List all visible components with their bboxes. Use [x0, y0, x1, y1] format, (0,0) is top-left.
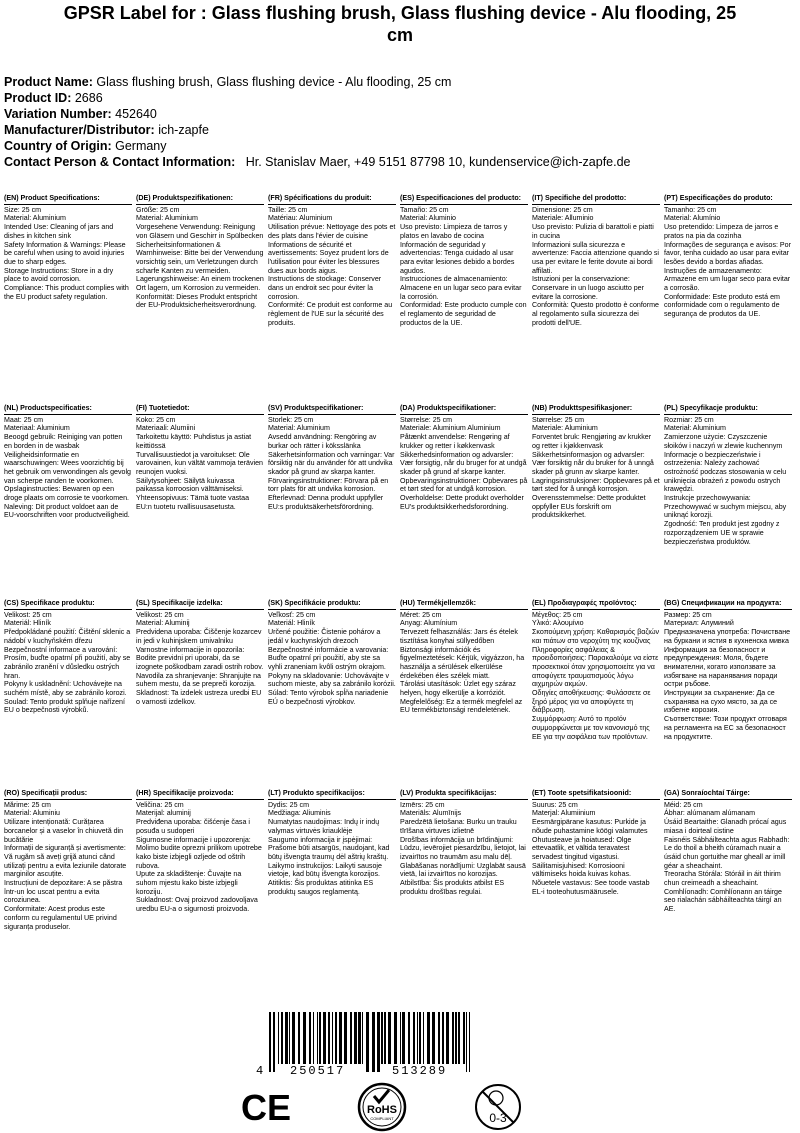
- barcode-bar: [339, 1012, 342, 1064]
- barcode-bar: [298, 1012, 300, 1064]
- barcode-bar: [313, 1012, 314, 1064]
- info-row: [4, 122, 800, 138]
- spec-heading: (BG) Спецификации на продукта:: [664, 599, 792, 610]
- spec-heading: (HU) Termékjellemzők:: [400, 599, 528, 610]
- barcode-bar: [381, 1012, 383, 1064]
- barcode-bar: [317, 1012, 318, 1064]
- barcode-bar: [323, 1012, 326, 1064]
- barcode-right-digits: 513289: [392, 1064, 448, 1078]
- info-label: Product ID:: [4, 91, 72, 105]
- spec-body: Izmērs: 25 cm Materiāls: Alumīnijs Paredzētā lietošana: Burku un trauku tīrīšana virtuves izlietnē Drošības informācija un brīdinājumi: Lūdzu, ievērojiet piesardzību, lietojot, lai izvairītos no traumām asu malu dēļ. Glabāšanas norādījumi: Uzglabāt sausā vietā, lai izvairītos no korozijas. Atbilstība: Šis produkts atbilst ES produktu drošības regulai.: [400, 800, 526, 896]
- barcode-bar: [427, 1012, 430, 1064]
- spec-heading: (LT) Produkto specifikacijos:: [268, 789, 396, 800]
- label-footer: [0, 1012, 800, 1133]
- spec-heading: (ES) Especificaciones del producto:: [400, 194, 528, 205]
- spec-column: [268, 599, 400, 789]
- ce-mark-icon: [240, 1082, 292, 1132]
- barcode-bar: [309, 1012, 311, 1064]
- spec-body: Méret: 25 cm Anyag: Alumínium Tervezett felhasználás: Jars és ételek tisztítása konyhai süllyedőben Biztonsági információk és figyelmeztetések: Kérjük, vigyázzon, ha használja a sérülések elkerülése érdekében éles szélek miatt. Tárolási utasítások: Üzlet egy száraz helyen, hogy elkerülje a korróziót. Megfelelőség: Ez a termék megfelel az EU termékbiztonsági rendeletének.: [400, 610, 525, 715]
- barcode-bar: [358, 1012, 361, 1064]
- spec-column: [532, 789, 664, 979]
- spec-column: [400, 194, 532, 404]
- barcode-bar: [344, 1012, 347, 1064]
- spec-column: [4, 789, 136, 979]
- rohs-text: RoHS: [367, 1104, 397, 1116]
- spec-column: [532, 194, 664, 404]
- barcode-bar: [377, 1012, 380, 1072]
- spec-heading: (NB) Produkttspesifikasjoner:: [532, 404, 660, 415]
- spec-body: Größe: 25 cm Material: Aluminium Vorgesehene Verwendung: Reinigung von Gläsern und Geschirr in Spülbecken Sicherheitsinformationen & Warnhinweise: Bitte bei der Verwendung vorsichtig sein, um Verletzungen durch scharfe Kanten zu vermeiden. Lagerungshinweise: An einem trockenen Ort lagern, um Korrosion zu vermeiden. Konformität: Dieses Produkt entspricht der EU-Produktsicherheitsverordnung.: [136, 205, 264, 310]
- spec-heading: (NL) Productspecificaties:: [4, 404, 132, 415]
- barcode-bar: [335, 1012, 337, 1064]
- spec-heading: (SV) Produktspecifikationer:: [268, 404, 396, 415]
- barcode-bar: [452, 1012, 454, 1064]
- spec-column: [136, 194, 268, 404]
- spec-band: [4, 789, 796, 979]
- age-text: 0-3: [489, 1111, 507, 1125]
- barcode-bar: [303, 1012, 306, 1064]
- barcode-bar: [366, 1012, 369, 1072]
- rohs-subtext: COMPLIANT: [370, 1116, 394, 1121]
- spec-column: [136, 789, 268, 979]
- barcode-bar: [354, 1012, 357, 1064]
- spec-column: [4, 599, 136, 789]
- info-value: Germany: [115, 139, 167, 153]
- barcode-bar: [442, 1012, 444, 1064]
- spec-body: Mărime: 25 cm Material: Aluminiu Utilizare intenționată: Curățarea borcanelor și a vaselor în chiuvetă din bucătărie Informații de siguranță și avertismente: Vă rugăm să aveți grijă atunci când utilizați pentru a evita leziunile datorate marginilor ascuțite. Instrucțiuni de depozitare: A se păstra într-un loc uscat pentru a evita coroziunea. Conformitate: Acest produs este conform cu regulamentul UE privind siguranța produselor.: [4, 800, 127, 931]
- spec-column: [664, 789, 796, 979]
- spec-heading: (IT) Specifiche del prodotto:: [532, 194, 660, 205]
- barcode-bar: [372, 1012, 375, 1072]
- spec-body: Suurus: 25 cm Materjal: Alumiinium Eesmärgipärane kasutus: Purkide ja nõude puhastamine köögi valamutes Ohutusteave ja hoiatused: Olge ettevaatlik, et vältida teravatest servadest tingitud vigastusi. Säilitamisjuhised: Korrosiooni vältimiseks hoida kuivas kohas. Nõuetele vastavus: See toode vastab EL-i tooteohutusmäärusele.: [532, 800, 650, 896]
- barcode-bar: [292, 1012, 295, 1064]
- spec-body: Velikost: 25 cm Materiál: Hliník Předpokládané použití: Čištění sklenic a nádobí v kuchyňském dřezu Bezpečnostní informace a varování: Prosím, buďte opatrní při použití, aby se zabránilo zranění v důsledku ostrých hran. Pokyny k uskladnění: Uchovávejte na suchém místě, aby se zabránilo korozi. Soulad: Tento produkt splňuje nařízení EU o bezpečnosti výrobků.: [4, 610, 131, 715]
- spec-heading: (PT) Especificações do produto:: [664, 194, 792, 205]
- info-value: 2686: [74, 91, 103, 105]
- info-row: [4, 74, 800, 90]
- barcode-bar: [417, 1012, 418, 1064]
- spec-column: [136, 404, 268, 599]
- spec-heading: (CS) Specifikace produktu:: [4, 599, 132, 610]
- barcode-bar: [362, 1012, 363, 1064]
- spec-body: Størrelse: 25 cm Materiale: Aluminium Aluminium Påtænkt anvendelse: Rengøring af krukker og retter i køkkenvask Sikkerhedsinformation og advarsler: Vær forsigtig, når du bruger for at undgå skader på grund af skarpe kanter. Opbevaringsinstruktioner: Opbevares på et tørt sted for at undgå korrosion. Overholdelse: Dette produkt overholder EU's produktsikkerhedsforordning.: [400, 415, 528, 511]
- info-row: [4, 138, 800, 154]
- barcode-bar: [319, 1012, 321, 1064]
- spec-heading: (ET) Toote spetsifikatsioonid:: [532, 789, 660, 800]
- barcode-lead-digit: 4: [256, 1064, 264, 1078]
- spec-heading: (DE) Produktspezifikationen:: [136, 194, 264, 205]
- barcode-bar: [269, 1012, 271, 1072]
- info-row: [4, 106, 800, 122]
- spec-column: [268, 789, 400, 979]
- spec-column: [664, 404, 796, 599]
- spec-body: Maat: 25 cm Materiaal: Aluminium Beoogd gebruik: Reiniging van potten en borden in de wasbak Veiligheidsinformatie en waarschuwingen: Wees voorzichtig bij het gebruik om verwondingen als gevolg van scherpe randen te voorkomen. Opslaginstructies: Bewaren op een droge plaats om corrosie te voorkomen. Naleving: Dit product voldoet aan de EU-voorschriften voor productveiligheid.: [4, 415, 131, 520]
- barcode-bar: [278, 1012, 279, 1064]
- spec-heading: (RO) Specificații produs:: [4, 789, 132, 800]
- info-value: 452640: [115, 107, 157, 121]
- info-label: Contact Person & Contact Information:: [4, 155, 236, 169]
- spec-heading: (SL) Specifikacije izdelka:: [136, 599, 264, 610]
- barcode-bar: [432, 1012, 435, 1064]
- barcode-bar: [328, 1012, 330, 1064]
- barcode-left-digits: 250517: [290, 1064, 346, 1078]
- spec-heading: (LV) Produkta specifikācijas:: [400, 789, 528, 800]
- spec-column: [400, 789, 532, 979]
- spec-body: Size: 25 cm Material: Aluminium Intended Use: Cleaning of jars and dishes in kitchen sink Safety Information & Warnings: Please be careful when using to avoid injuries due to sharp edges. Storage Instructions: Store in a dry place to avoid corrosion. Compliance: This product complies with the EU product safety regulation.: [4, 205, 129, 301]
- spec-heading: (DA) Produktspecifikationer:: [400, 404, 528, 415]
- barcode-bar: [384, 1012, 386, 1064]
- spec-body: Veľkosť: 25 cm Materiál: Hliník Určené použitie: Čistenie pohárov a jedál v kuchynských drezoch Bezpečnostné informácie a varovania: Buďte opatrní pri použití, aby ste sa vyhli zraneniam kvôli ostrým okrajom. Pokyny na skladovanie: Uchovávajte v suchom mieste, aby sa zabránilo korózii. Súlad: Tento výrobok spĺňa nariadenie EÚ o bezpečnosti výrobkov.: [268, 610, 396, 706]
- product-info: [0, 74, 800, 170]
- barcode-bar: [419, 1012, 421, 1064]
- info-row: [4, 90, 800, 106]
- barcode-bar: [408, 1012, 410, 1064]
- spec-column: [532, 404, 664, 599]
- barcode-bar: [400, 1012, 401, 1064]
- info-value: ich-zapfe: [158, 123, 209, 137]
- info-row: [4, 154, 800, 170]
- spec-column: [4, 404, 136, 599]
- spec-column: [136, 599, 268, 789]
- spec-body: Μέγεθος: 25 cm Υλικό: Αλουμίνιο Σκοπούμενη χρήση: Καθαρισμός βαζιών και πιάτων στο νεροχύτη της κουζίνας Πληροφορίες ασφάλειας & προειδοποιήσεις: Παρακαλούμε να είστε προσεκτικοί όταν χρησιμοποιείτε για να αποφύγετε τραυματισμούς λόγω αιχμηρών ακμών. Οδηγίες αποθήκευσης: Φυλάσσετε σε ξηρό μέρος για να αποφύγετε τη διάβρωση. Συμμόρφωση: Αυτό το προϊόν συμμορφώνεται με τον κανονισμό της ΕΕ για την ασφάλεια των προϊόντων.: [532, 610, 660, 741]
- spec-body: Taille: 25 cm Matériau: Aluminium Utilisation prévue: Nettoyage des pots et des plats dans l'évier de cuisine Informations de sécurité et avertissements: Soyez prudent lors de l'utilisation pour éviter les blessures dues aux bords aigus. Instructions de stockage: Conserver dans un endroit sec pour éviter la corrosion. Conformité: Ce produit est conforme au règlement de l'UE sur la sécurité des produits.: [268, 205, 396, 327]
- page-title: GPSR Label for : Glass flushing brush, Glass flushing device - Alu flooding, 25 cm: [63, 3, 737, 45]
- barcode-bar: [402, 1012, 405, 1064]
- barcode-bar: [469, 1012, 470, 1072]
- spec-body: Dydis: 25 cm Medžiaga: Aliuminis Numatytas naudojimas: Indų ir indų valymas virtuvės kriauklėje Saugumo informacija ir įspėjimai: Prašome būti atsargūs, naudojant, kad būtų išvengta traumų dėl aštrių kraštų. Laikymo instrukcijos: Laikyti sausoje vietoje, kad būtų išvengta korozijos. Atitiktis: Šis produktas atitinka ES produktų saugos reglamentą.: [268, 800, 390, 896]
- barcode-bar: [438, 1012, 440, 1064]
- barcode-bar: [350, 1012, 352, 1064]
- spec-column: [400, 599, 532, 789]
- spec-body: Størrelse: 25 cm Materiale: Aluminium Forventet bruk: Rengjøring av krukker og retter i kjøkkenvask Sikkerhetsinformasjon og advarsler: Vær forsiktig når du bruker for å unngå skader på grunn av skarpe kanter. Lagringsinstruksjoner: Oppbevares på et tørt sted for å unngå korrosjon. Overensstemmelse: Dette produktet oppfyller EUs forskrift om produktsikkerhet.: [532, 415, 660, 520]
- barcode-bar: [273, 1012, 275, 1072]
- spec-body: Méid: 25 cm Ábhar: alúmanam alúmanam Úsáid Beartaithe: Glanadh prócaí agus miasa i doirteal cistine Faisnéis Sábháilteachta agus Rabhadh: Le do thoil a bheith cúramach nuair a úsáid chun gortuithe mar gheall ar imill géar a sheachaint. Treoracha Stórála: Stóráil in áit thirim chun creimeadh a sheachaint. Comhlíonadh: Comhlíonann an táirge seo rialachán sábháilteachta táirgí an AE.: [664, 800, 790, 914]
- info-label: Country of Origin:: [4, 139, 112, 153]
- compliance-marks: [240, 1082, 540, 1132]
- barcode-bar: [281, 1012, 283, 1064]
- info-value: Glass flushing brush, Glass flushing device - Alu flooding, 25 cm: [96, 75, 452, 89]
- spec-column: [4, 194, 136, 404]
- barcode-bar: [289, 1012, 290, 1064]
- spec-heading: (EL) Προδιαγραφές προϊόντος:: [532, 599, 660, 610]
- spec-heading: (FR) Spécifications du produit:: [268, 194, 396, 205]
- spec-body: Rozmiar: 25 cm Materiał: Aluminium Zamierzone użycie: Czyszczenie słoików i naczyń w zlewie kuchennym Informacje o bezpieczeństwie i ostrzeżenia: Należy zachować ostrożność podczas stosowania w celu uniknięcia obrażeń z powodu ostrych krawędzi. Instrukcje przechowywania: Przechowywać w suchym miejscu, aby uniknąć korozji. Zgodność: Ten produkt jest zgodny z rozporządzeniem UE w sprawie bezpieczeństwa produktów.: [664, 415, 787, 546]
- spec-band: [4, 599, 796, 789]
- spec-heading: (HR) Specifikacije proizvoda:: [136, 789, 264, 800]
- barcode-bar: [413, 1012, 415, 1064]
- spec-body: Veličina: 25 cm Materijal: aluminij Predviđena uporaba: čišćenje časa i posuđa u sudoperi Sigurnosne informacije i upozorenja: Molimo budite oprezni prilikom upotrebe kako biste izbjegli ozljede od oštrih rubova. Upute za skladištenje: Čuvajte na suhom mjestu kako biste izbjegli koroziju. Sukladnost: Ovaj proizvod zadovoljava uredbu EU-a o sigurnosti proizvoda.: [136, 800, 262, 914]
- barcode-bar: [455, 1012, 457, 1064]
- info-label: Variation Number:: [4, 107, 112, 121]
- spec-body: Koko: 25 cm Materiaali: Alumiini Tarkoitettu käyttö: Puhdistus ja astiat keittiössä Turvallisuustiedot ja varoitukset: Ole varovainen, kun vältät vammoja terävien reunojen vuoksi. Säilytysohjeet: Säilytä kuivassa paikassa korroosion välttämiseksi. Yhteensopivuus: Tämä tuote vastaa EU:n tuotetu rvallisuusasetusta.: [136, 415, 263, 511]
- spec-body: Tamaño: 25 cm Material: Aluminio Uso previsto: Limpieza de tarros y platos en lavabo de cocina Información de seguridad y advertencias: Tenga cuidado al usar para evitar lesiones debido a bordes agudos. Instrucciones de almacenamiento: Almacene en un lugar seco para evitar la corrosión. Conformidad: Este producto cumple con el reglamento de seguridad de productos de la UE.: [400, 205, 527, 327]
- barcode-bar: [394, 1012, 397, 1064]
- spec-body: Размер: 25 cm Материал: Алуминий Предназначена употреба: Почистване на буркани и ястия в кухненска мивка Информация за безопасност и предупреждения: Моля, бъдете внимателни, когато използвате за избягване на наранявания поради остри ръбове. Инструкции за съхранение: Да се съхранява на сухо място, за да се избегне корозия. Съответствие: Този продукт отговаря на регламента на ЕС за безопасност на продуктите.: [664, 610, 791, 741]
- barcode-bar: [388, 1012, 391, 1064]
- rohs-icon: [356, 1082, 408, 1132]
- spec-column: [400, 404, 532, 599]
- barcode-bar: [285, 1012, 288, 1064]
- spec-band: [4, 194, 796, 404]
- spec-heading: (GA) Sonraíochtaí Táirge:: [664, 789, 792, 800]
- barcode-bar: [423, 1012, 424, 1064]
- barcode-bar: [332, 1012, 333, 1064]
- spec-heading: (FI) Tuotetiedot:: [136, 404, 264, 415]
- barcode-bar: [463, 1012, 465, 1064]
- spec-body: Tamanho: 25 cm Material: Alumínio Uso pretendido: Limpeza de jarros e pratos na pia da cozinha Informações de segurança e avisos: Por favor, tenha cuidado ao usar para evitar lesões devido a bordas afiadas. Instruções de armazenamento: Armazene em um lugar seco para evitar a corrosão. Conformidade: Este produto está em conformidade com o regulamento de segurança de produtos da UE.: [664, 205, 791, 319]
- not-for-children-icon: [472, 1082, 524, 1132]
- barcode-bar: [458, 1012, 460, 1064]
- spec-heading: (SK) Špecifikácie produktu:: [268, 599, 396, 610]
- info-label: Product Name:: [4, 75, 93, 89]
- info-label: Manufacturer/Distributor:: [4, 123, 155, 137]
- barcode-bar: [446, 1012, 449, 1064]
- info-value: Hr. Stanislav Maer, +49 5151 87798 10, kundenservice@ich-zapfe.de: [245, 155, 631, 169]
- spec-heading: (PL) Specyfikacje produktu:: [664, 404, 792, 415]
- spec-body: Velikost: 25 cm Material: Aluminij Predvidena uporaba: Čiščenje kozarcev in jedi v kuhinjskem umivalniku Varnostne informacije in opozorila: Bodite previdni pri uporabi, da se izognete poškodbam zaradi ostrih robov. Navodila za shranjevanje: Shranjujte na suhem mestu, da se prepreči korozija. Skladnost: Ta izdelek ustreza uredbi EU o varnosti izdelkov.: [136, 610, 264, 706]
- spec-heading: (EN) Product Specifications:: [4, 194, 132, 205]
- spec-column: [664, 194, 796, 404]
- ce-mark-text: CE: [240, 1087, 292, 1128]
- spec-body: Storlek: 25 cm Material: Aluminium Avsedd användning: Rengöring av burkar och rätter i köksslänka Säkerhetsinformation och varningar: Var försiktig när du använder för att undvika skador på grund av skarpa kanter. Förvaringsinstruktioner: Förvara på en torr plats för att undvika korrosion. Efterlevnad: Denna produkt uppfyller EU:s produktsäkerhetsförordning.: [268, 415, 395, 511]
- spec-band: [4, 404, 796, 599]
- barcode-bar: [466, 1012, 467, 1072]
- spec-column: [664, 599, 796, 789]
- spec-column: [268, 404, 400, 599]
- spec-column: [532, 599, 664, 789]
- spec-grid: [4, 194, 796, 979]
- spec-body: Dimensione: 25 cm Materiale: Alluminio Uso previsto: Pulizia di barattoli e piatti in cucina Informazioni sulla sicurezza e avvertenze: Faccia attenzione quando si usa per evitare le ferite dovute ai bordi affilati. Istruzioni per la conservazione: Conservare in un luogo asciutto per evitare la corrosione. Conformità: Questo prodotto è conforme al regolamento sulla sicurezza dei prodotti dell'UE.: [532, 205, 659, 327]
- spec-column: [268, 194, 400, 404]
